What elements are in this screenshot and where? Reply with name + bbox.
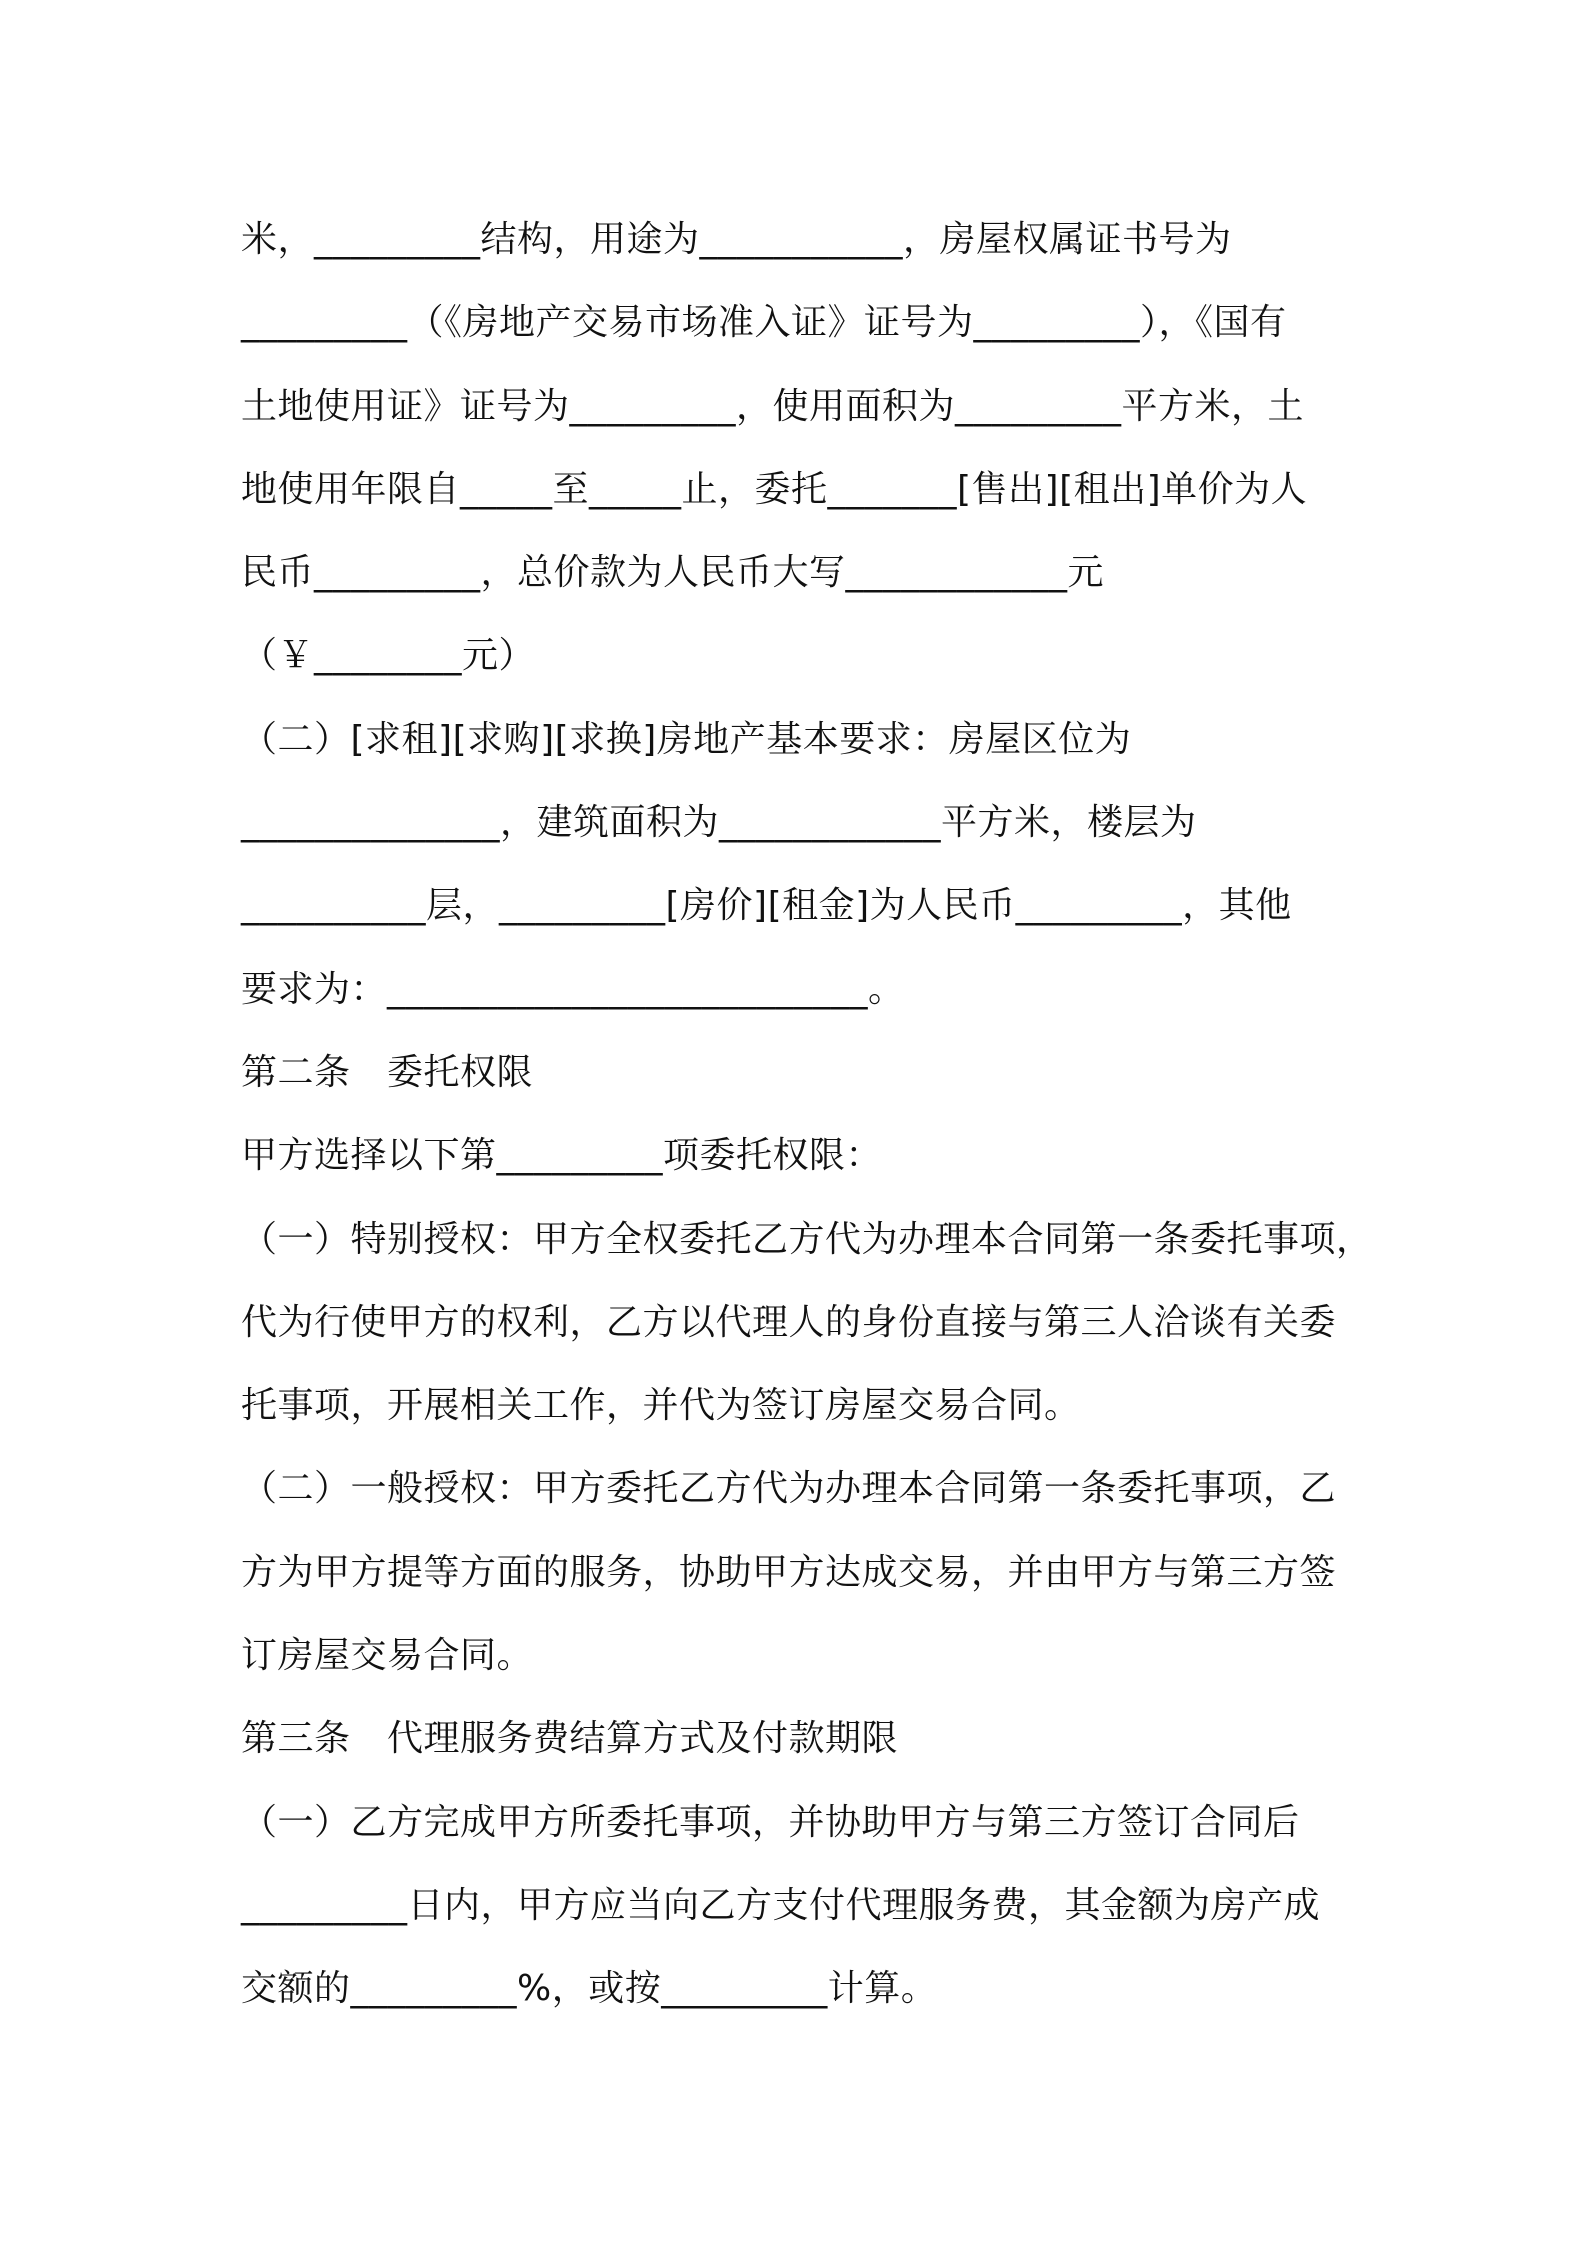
text-line: （一）特别授权：甲方全权委托乙方代为办理本合同第一条委托事项， [241,1218,1373,1260]
text-line: 地使用年限自_____至_____止，委托_______[售出][租出]单价为人 [241,468,1308,510]
text-line: _________（《房地产交易市场准入证》证号为_________），《国有 [241,302,1287,344]
text-line: 交额的_________%，或按_________计算。 [241,1968,938,2010]
text-line: ______________，建筑面积为____________平方米，楼层为 [241,802,1197,844]
text-line: （二）[求租][求购][求换]房地产基本要求：房屋区位为 [241,718,1132,760]
text-line: 托事项，开展相关工作，并代为签订房屋交易合同。 [241,1385,1081,1427]
text-line: 民币_________，总价款为人民币大写____________元 [241,552,1105,594]
text-line: __________层，_________[房价][租金]为人民币_________，其他 [241,885,1292,927]
text-line: （二）一般授权：甲方委托乙方代为办理本合同第一条委托事项，乙 [241,1468,1337,1510]
text-line: 土地使用证》证号为_________，使用面积为_________平方米，土 [241,385,1305,427]
text-line: （￥________元） [241,635,536,677]
text-line: 甲方选择以下第_________项委托权限： [241,1135,883,1177]
text-line: 订房屋交易合同。 [241,1635,534,1677]
text-line: _________日内，甲方应当向乙方支付代理服务费，其金额为房产成 [241,1884,1321,1926]
text-line: 要求为：__________________________。 [241,968,905,1010]
document-body [241,198,1373,2031]
text-line: （一）乙方完成甲方所委托事项，并协助甲方与第三方签订合同后 [241,1801,1300,1843]
text-line: 方为甲方提等方面的服务，协助甲方达成交易，并由甲方与第三方签 [241,1551,1337,1593]
section-heading: 第三条 代理服务费结算方式及付款期限 [241,1718,899,1760]
section-heading: 第二条 委托权限 [241,1051,534,1093]
text-line: 代为行使甲方的权利，乙方以代理人的身份直接与第三人洽谈有关委 [241,1301,1337,1343]
text-line: 米，_________结构，用途为___________，房屋权属证书号为 [241,219,1232,260]
